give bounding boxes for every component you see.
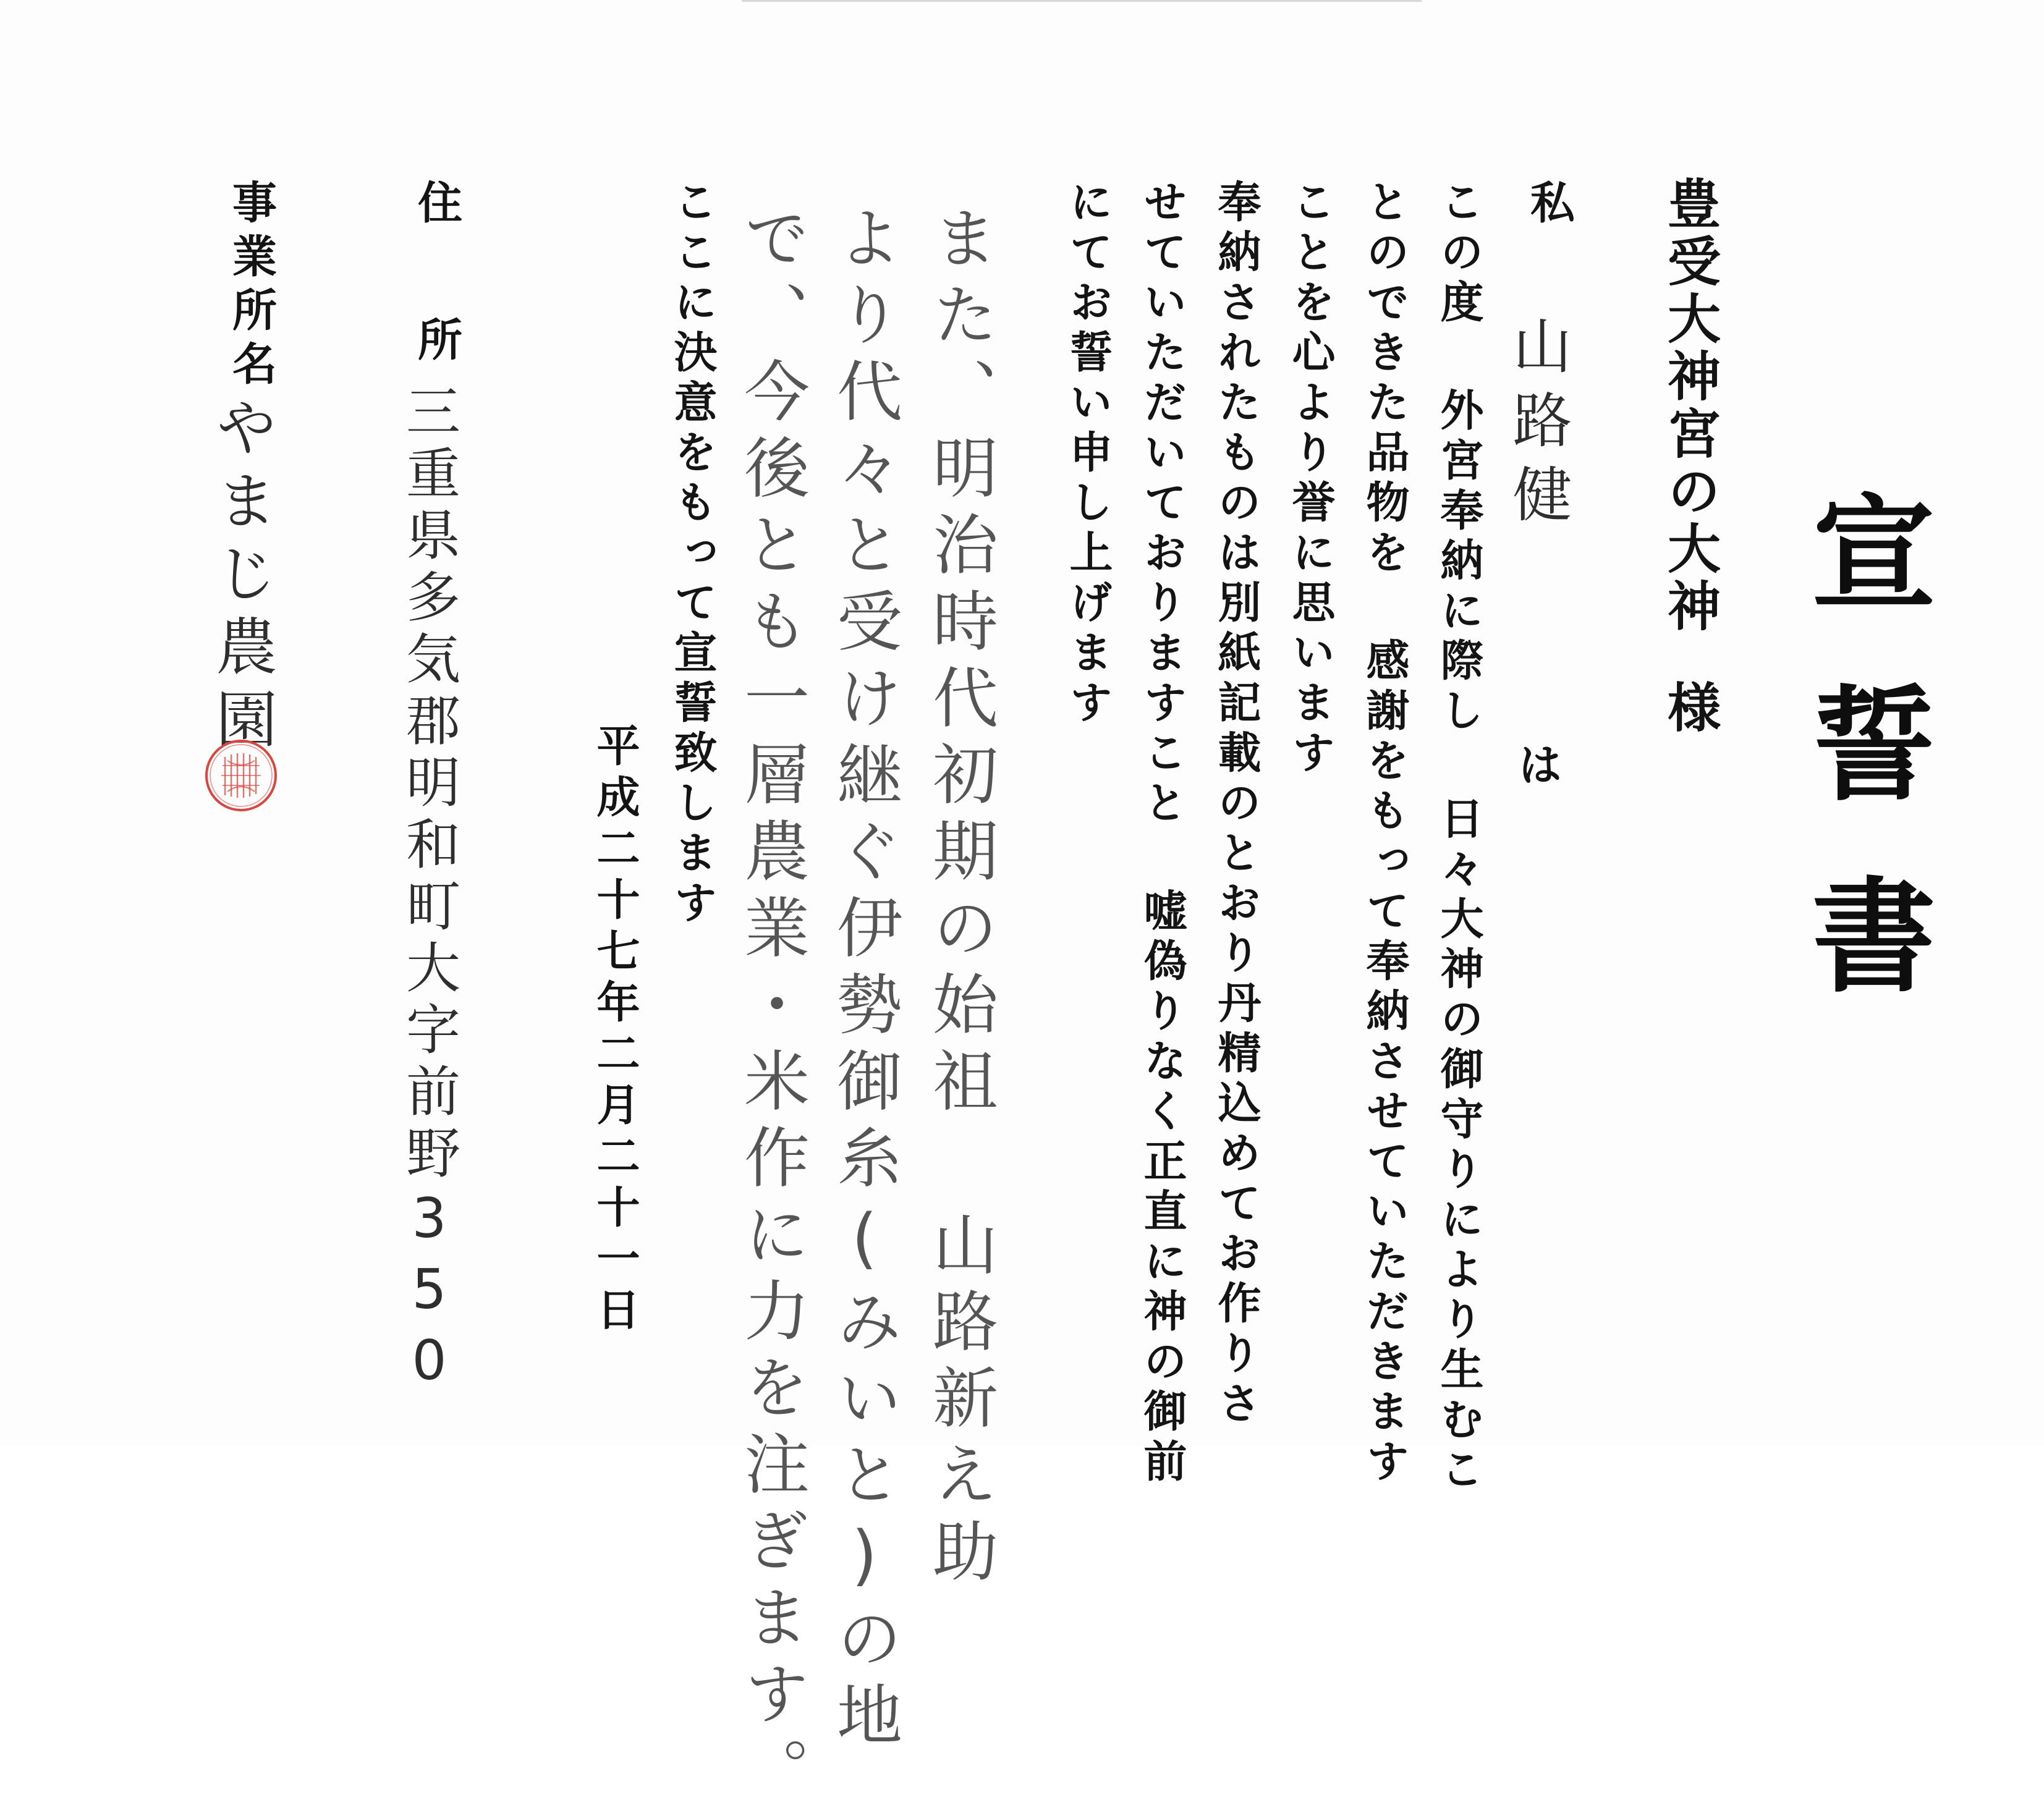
pledger-name: 山路健 (1503, 315, 1572, 538)
handwritten-line: また、明治時代初期の始祖 山路新え助 (922, 204, 998, 1594)
pledger-particle: は (1511, 742, 1563, 786)
body-line: 奉納されたものは別紙記載のとおり丹精込めてお作りさ (1211, 179, 1262, 1431)
scan-edge (742, 0, 1422, 2)
document-title: 宣誓書 (1791, 488, 1936, 1063)
body-line: にてお誓い申し上げます (1062, 179, 1114, 730)
body-line: とのできた品物を 感謝をもって奉納させていただきます (1359, 179, 1410, 1489)
address-label: 住所 (410, 179, 463, 454)
body-line: この度 外宮奉納に際し 日々大神の御守りにより生むこ (1433, 179, 1485, 1497)
addressee: 豊受大神宮の大神 (1658, 176, 1721, 636)
pledger-label: 私 (1523, 179, 1575, 224)
business-label: 事業所名 (225, 179, 278, 394)
handwritten-line: で、今後とも一層農業・米作に力を注ぎます。 (734, 204, 810, 1813)
body-line: ことを心より誉に思います (1285, 179, 1336, 780)
address-value: 三重県多気郡明和町大字前野350 (397, 383, 461, 1400)
document-date: 平成二十七年二月二十一日 (590, 723, 641, 1338)
addressee-honorific: 様 (1658, 680, 1721, 733)
declaration: ここに決意をもって宣誓致します (667, 179, 718, 930)
body-line: せていただいておりますこと 嘘偽りなく正直に神の御前 (1137, 179, 1188, 1489)
handwritten-line: より代々と受け継ぐ伊勢御糸(みいと)の地 (826, 204, 902, 1757)
seal-stamp-icon (204, 738, 278, 813)
business-name: やまじ農園 (205, 395, 278, 760)
